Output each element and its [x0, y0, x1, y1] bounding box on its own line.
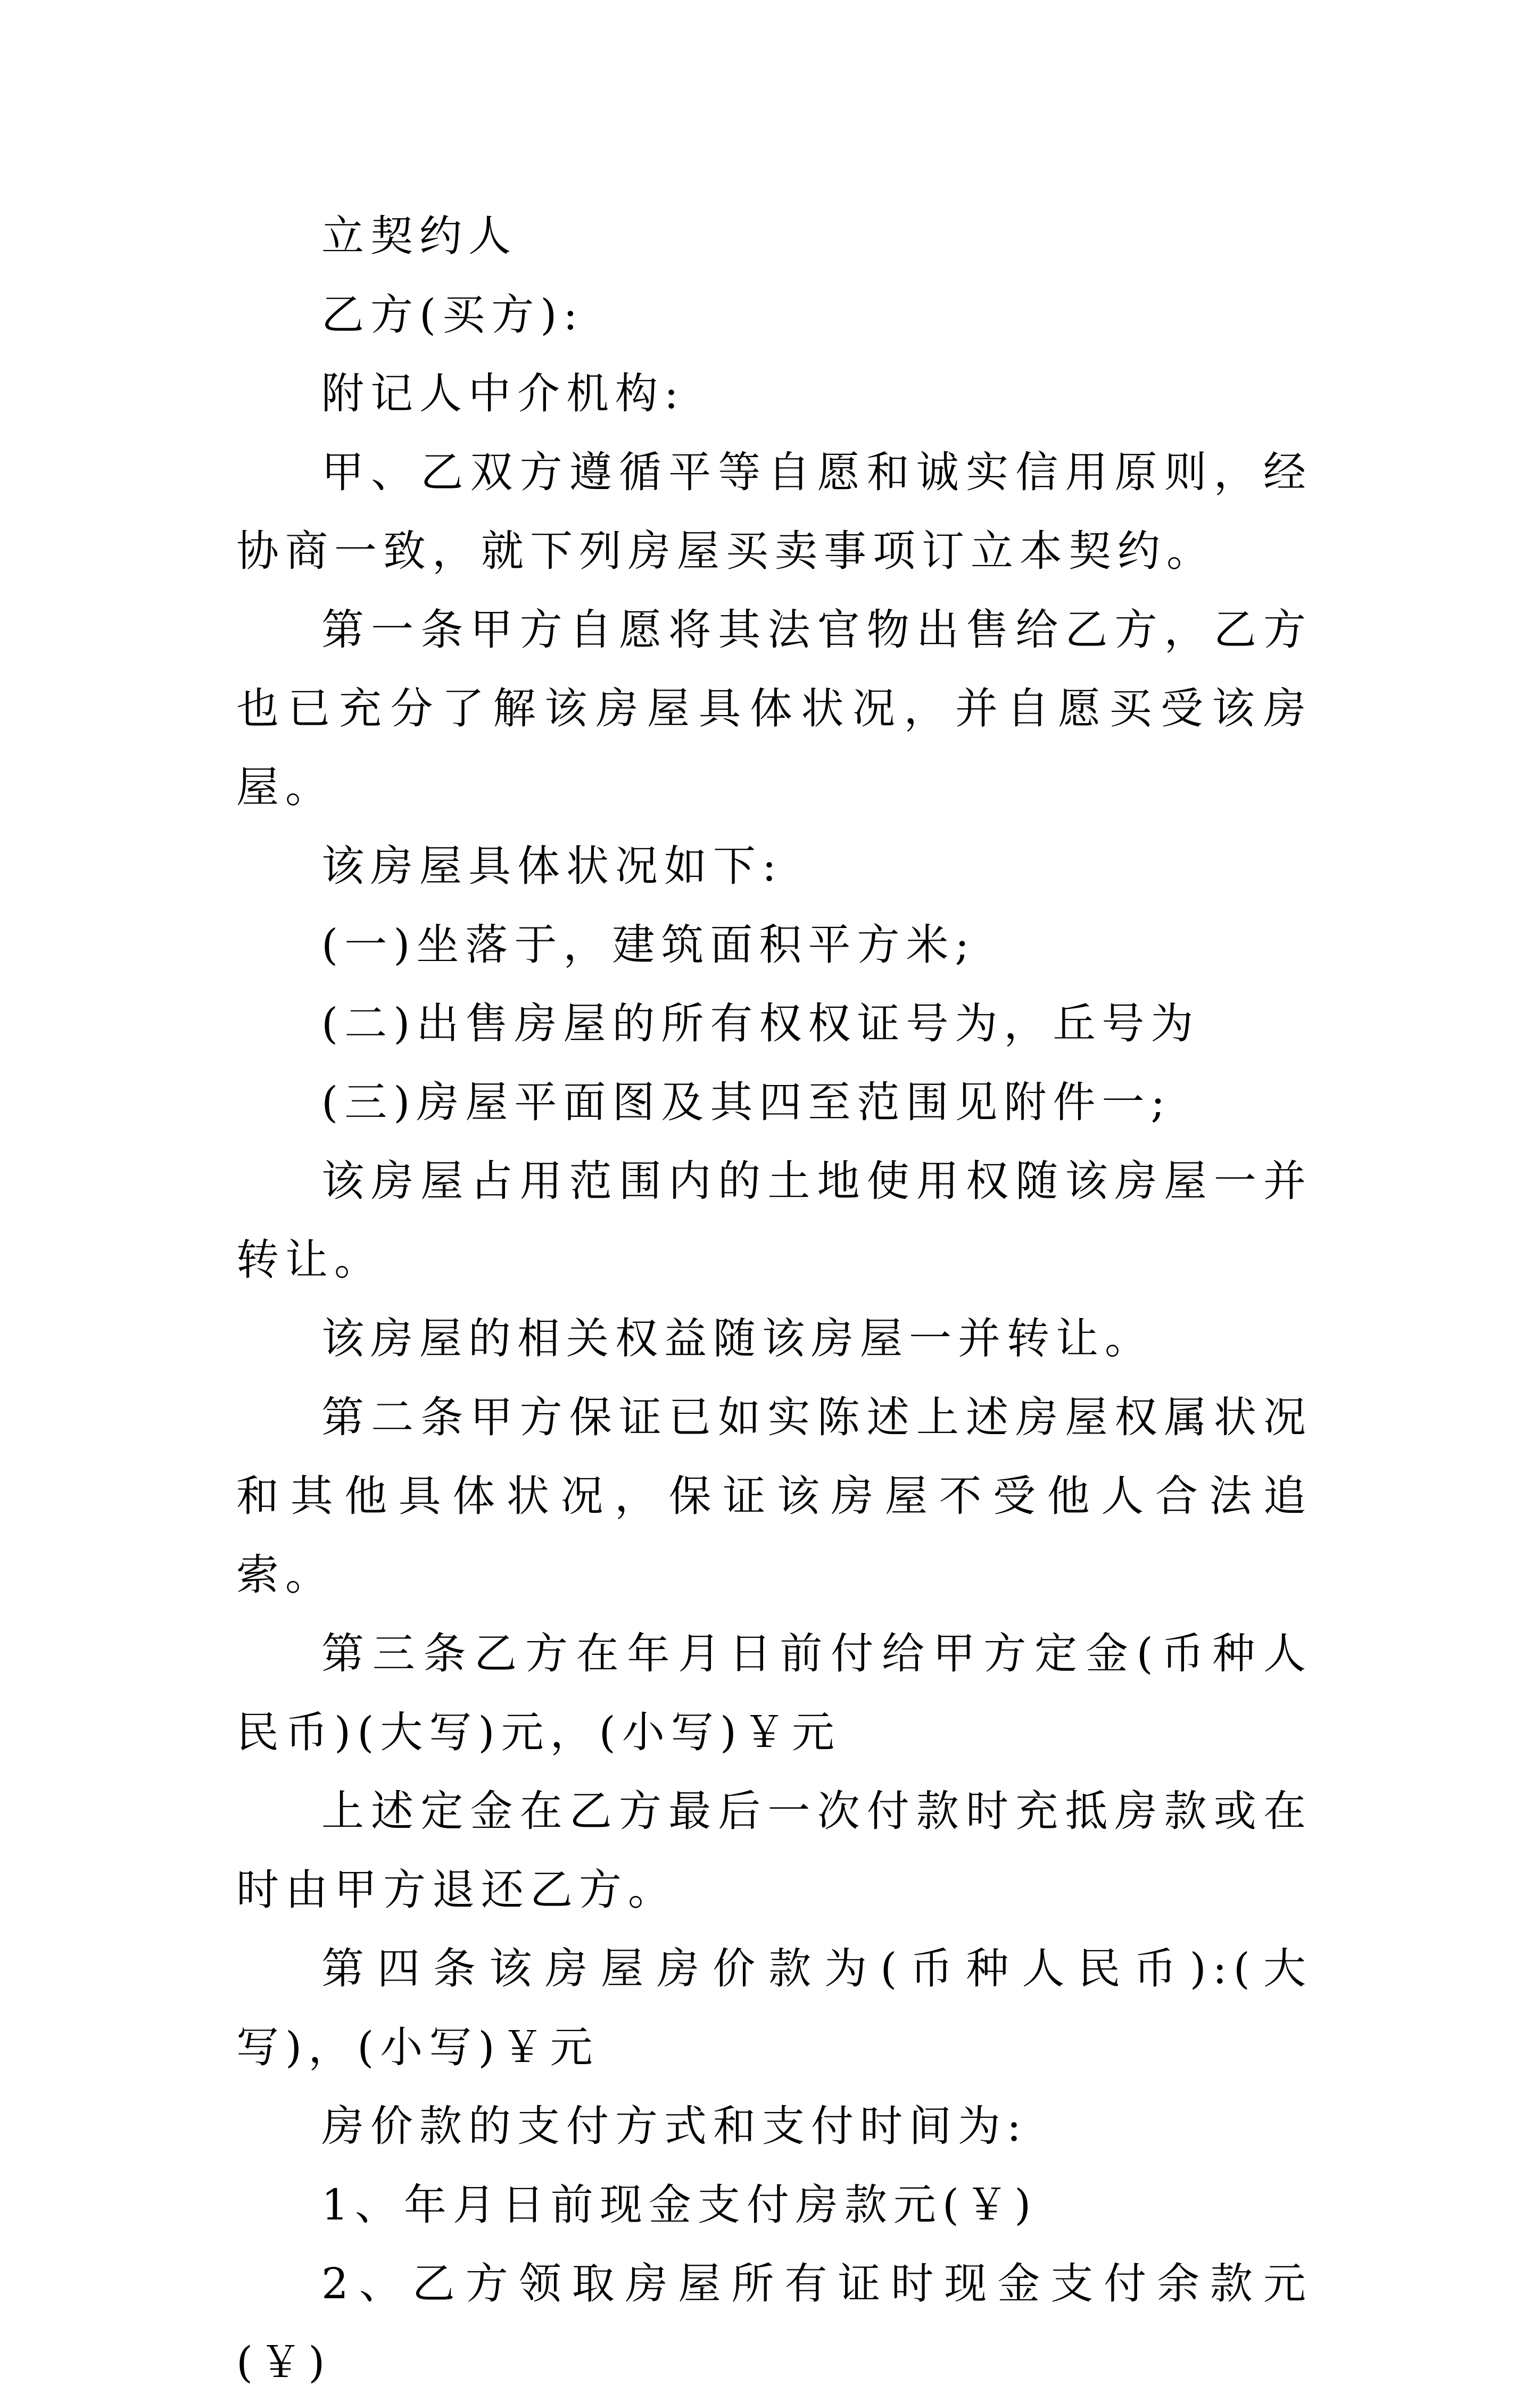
paragraph-payment-item-1: 1、年月日前现金支付房款元(￥): [321, 2180, 1038, 2230]
paragraph-principles: 甲、乙双方遵循平等自愿和诚实信用原则，经协商一致，就下列房屋买卖事项订立本契约。: [236, 448, 1312, 576]
paragraph-item-1-location: (一)坐落于，建筑面积平方米;: [321, 920, 976, 970]
paragraph-article-2: 第二条甲方保证已如实陈述上述房屋权属状况和其他具体状况，保证该房屋不受他人合法追索。: [236, 1393, 1312, 1600]
paragraph-party-b-buyer: 乙方(买方):: [321, 290, 584, 339]
paragraph-intermediary: 附记人中介机构:: [321, 369, 685, 418]
paragraph-article-1: 第一条甲方自愿将其法官物出售给乙方，乙方也已充分了解该房屋具体状况，并自愿买受该房屋。: [236, 605, 1312, 812]
paragraph-item-2-certificate: (二)出售房屋的所有权权证号为，丘号为: [321, 999, 1200, 1048]
paragraph-house-condition-heading: 该房屋具体状况如下:: [321, 841, 783, 891]
paragraph-payment-item-2: 2、乙方领取房屋所有证时现金支付余款元(￥): [236, 2259, 1312, 2387]
paragraph-deposit-offset: 上述定金在乙方最后一次付款时充抵房款或在时由甲方退还乙方。: [236, 1786, 1312, 1915]
paragraph-item-3-floor-plan: (三)房屋平面图及其四至范围见附件一;: [321, 1078, 1172, 1127]
paragraph-article-4: 第四条该房屋房价款为(币种人民币):(大写)，(小写)￥元: [236, 1944, 1312, 2072]
paragraph-payment-method-heading: 房价款的支付方式和支付时间为:: [321, 2101, 1028, 2151]
paragraph-article-3: 第三条乙方在年月日前付给甲方定金(币种人民币)(大写)元，(小写)￥元: [236, 1629, 1312, 1757]
contract-body: [236, 197, 1312, 2402]
paragraph-contracting-party: 立契约人: [321, 211, 517, 261]
paragraph-land-use-right: 该房屋占用范围内的土地使用权随该房屋一并转让。: [236, 1156, 1312, 1285]
paragraph-related-rights: 该房屋的相关权益随该房屋一并转让。: [321, 1314, 1154, 1363]
